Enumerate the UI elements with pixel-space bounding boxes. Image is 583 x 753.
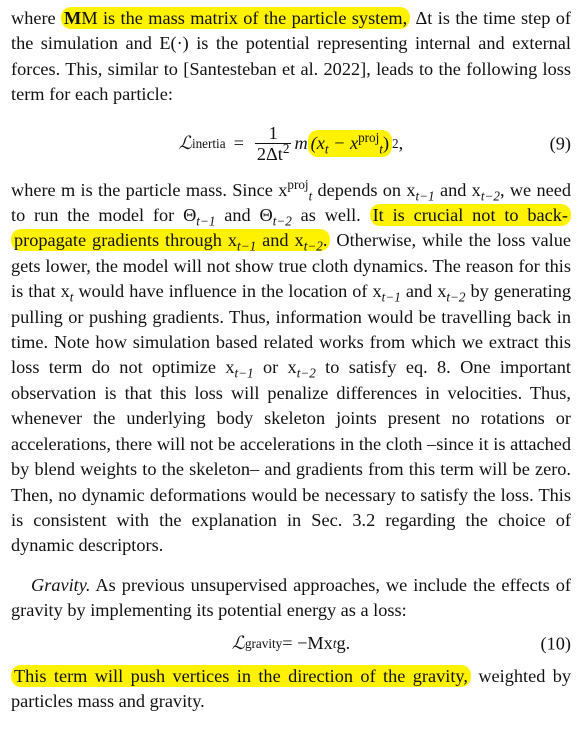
- text: would have influence in the location of x: [73, 281, 382, 302]
- sub: t−1: [381, 289, 401, 305]
- denominator-exponent: 2: [282, 141, 290, 157]
- equals-sign: =: [233, 132, 244, 153]
- text: by generating pulling or pushing gradients. Thus, information would be travelling back in time. Note how simulation based related works from which we extract this loss term do not optimize x: [11, 281, 571, 378]
- equation-number-10: (10): [540, 632, 571, 653]
- paragraph-gravity-effect: [11, 664, 571, 715]
- equation-number-9: (9): [549, 132, 571, 153]
- sub: t: [69, 289, 74, 305]
- expr-proj: proj: [358, 129, 380, 145]
- expr-minus-x: − x: [328, 132, 359, 153]
- sup: proj: [287, 176, 309, 192]
- sub: t−2: [272, 213, 292, 229]
- fraction-denominator: [255, 143, 292, 164]
- highlight-text: and x: [256, 230, 304, 251]
- expr-x: (x: [310, 132, 325, 153]
- paragraph-gravity: [11, 573, 571, 624]
- expr-close: ): [382, 132, 390, 153]
- text: where: [11, 8, 62, 28]
- text: and x: [400, 281, 447, 302]
- section-heading-gravity: Gravity.: [31, 574, 91, 595]
- text: and x: [434, 179, 481, 200]
- highlight-text: .: [322, 230, 328, 251]
- rhs-text: = −Mx: [282, 632, 333, 653]
- text: Δt is the time step of the simulation and E(·) is the potential representing internal and external forces. This, similar to [Santesteban et al. 2022], leads to the following loss term for each particle:: [11, 8, 571, 105]
- sub: t−2: [296, 366, 316, 382]
- highlight-difference: [308, 130, 392, 157]
- expr-proj-t: t: [379, 141, 383, 157]
- equation-comma: ,: [398, 132, 404, 153]
- sub: t−1: [234, 366, 254, 382]
- highlight-text: M is the mass matrix of the particle system,: [81, 8, 408, 28]
- mass-symbol: m: [294, 132, 308, 153]
- highlight-mass-matrix: MM is the mass matrix of the particle system,: [61, 7, 410, 29]
- equation-10: ℒ gravity = −Mx t g. (10): [11, 626, 571, 662]
- rhs-text: g.: [336, 632, 351, 653]
- text: depends on x: [312, 179, 416, 200]
- loss-symbol: ℒ: [178, 132, 192, 154]
- sub: t−1: [237, 239, 257, 255]
- loss-symbol: ℒ: [231, 632, 245, 654]
- text: where m is the particle mass. Since x: [11, 179, 288, 200]
- text: , we need to run the model for Θ: [11, 179, 571, 226]
- text: or x: [253, 357, 297, 378]
- fraction-numerator: 1: [268, 123, 278, 144]
- text: as well.: [291, 205, 370, 226]
- text: Otherwise, while the loss value gets lower, the model will not show true cloth dynamics. The reason for this is that x: [11, 230, 571, 302]
- denominator-text: 2Δt: [256, 144, 283, 165]
- sub: t−2: [446, 289, 466, 305]
- equation-9: ℒ inertia = $\frac{1}{2\Delta t^2}$ m $(x_t - x^{proj}_t)$ 2 , (9): [178, 123, 571, 165]
- sub: t−1: [196, 213, 216, 229]
- expr-t: t: [324, 141, 329, 157]
- sub: t−2: [480, 188, 500, 204]
- text: weighted by particles mass and gravity.: [11, 665, 572, 711]
- highlight-gravity-push: This term will push vertices in the direction of the gravity,: [11, 665, 471, 687]
- paragraph-mass-matrix: [11, 6, 571, 108]
- fraction: [255, 123, 292, 164]
- highlight-text: It is crucial not to back-propagate gradients through x: [14, 205, 568, 251]
- text: and Θ: [215, 205, 273, 226]
- text: to satisfy eq. 8. One important observation is that this loss will penalize differences in velocities. Thus, whenever the underlying body skeleton joints present no rotations or accelerations, there will not be accelerations in the cloth –since it is attached by blend weights to the skeleton– and gradients from this term will be zero. Then, no dynamic deformations would be necessary to satisfy the loss. This is consistent with the explanation in Sec. 3.2 regarding the choice of dynamic descriptors.: [11, 357, 571, 556]
- text: As previous unsupervised approaches, we include the effects of gravity by implementing its potential energy as a loss:: [11, 574, 571, 621]
- sub: t−1: [415, 188, 435, 204]
- sub: t: [308, 188, 313, 204]
- paragraph-inertia-explanation: [11, 178, 571, 559]
- sub: t−2: [303, 239, 323, 255]
